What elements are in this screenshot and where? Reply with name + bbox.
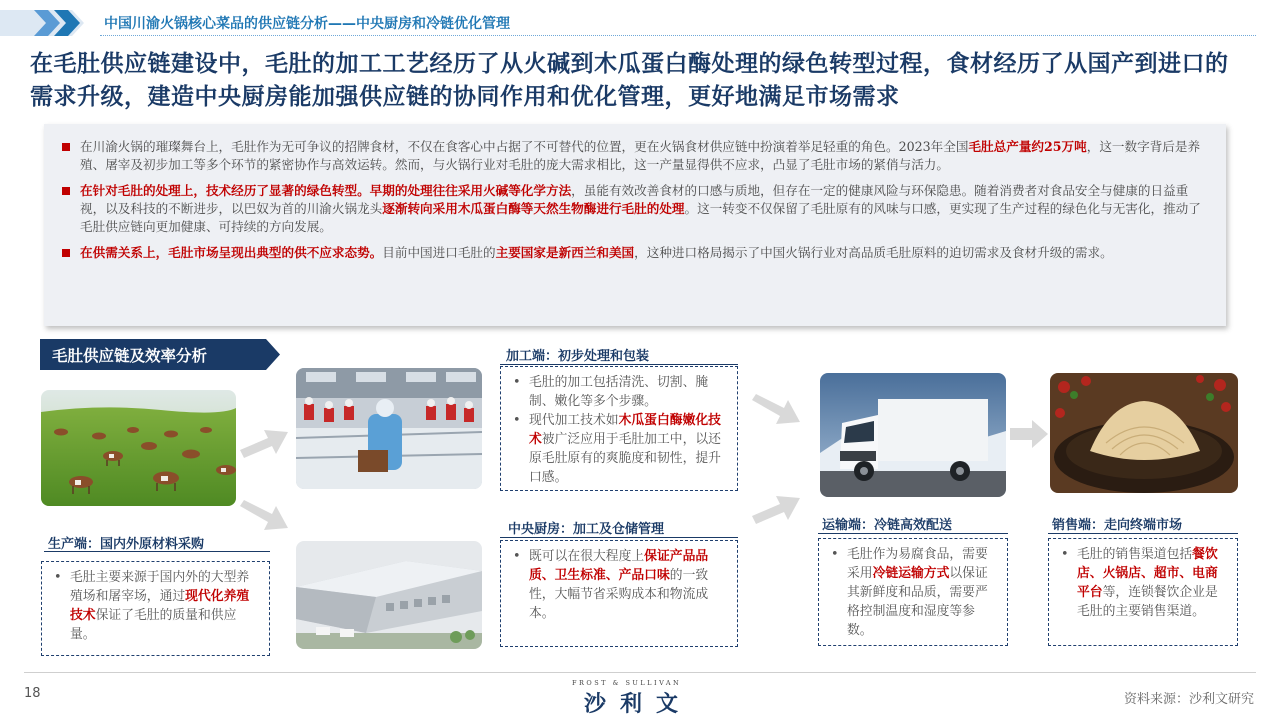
transport-stage-underline [818,533,1008,534]
central-kitchen-detail-box [500,540,738,647]
production-detail-item [52,568,261,644]
section-banner [40,339,280,370]
tripe-dish-photo [1050,373,1238,493]
processing-stage-label: 加工端：初步处理和包装 [506,349,650,364]
summary-paragraph-1 [62,138,1212,174]
central-kitchen-stage-underline [500,537,738,538]
flow-arrow-icon [1010,420,1048,448]
footer-divider [24,672,1256,673]
page-number: 18 [24,686,41,701]
p2-highlight-a: 在针对毛肚的处理上，技术经历了显著的绿色转型。早期的处理往往采用火碱等化学方法 [80,183,572,198]
central-highlight: 保证产品品质、卫生标准、产品口味 [529,549,709,583]
production-text-1: 毛肚主要来源于国内外的大型养殖场和屠宰场，通过 [70,570,250,604]
flow-arrow-icon [752,490,800,528]
central-kitchen-detail-item [511,547,729,623]
processing-text-c: 被广泛应用于毛肚加工中，以还原毛肚原有的爽脆度和韧性，提升口感。 [529,432,721,485]
processing-detail-item-1: • 毛肚的加工包括清洗、切割、腌制、嫩化等多个步骤。 [511,373,729,411]
bullet-icon [62,143,70,151]
central-kitchen-stage-label: 中央厨房：加工及仓储管理 [508,522,665,537]
summary-paragraph-3 [62,244,1212,262]
production-detail-box [41,561,270,656]
p3-text-b: 目前中国进口毛肚的 [382,245,496,260]
bullet-icon [62,187,70,195]
header-chevron-icon [0,10,100,36]
sales-detail-box [1048,538,1238,646]
section-title: 毛肚供应链及效率分析 [52,347,208,365]
logo-subtitle: FROST & SULLIVAN [572,679,682,687]
p3-text-d: ，这种进口格局揭示了中国火锅行业对高品质毛肚原料的迫切需求及食材升级的需求。 [634,245,1113,260]
summary-paragraph-2 [62,182,1212,236]
central-text-3: 的一致性，大幅节省采购成本和物流成本。 [529,568,709,621]
transport-text-3: 以保证其新鲜度和品质，需要严格控制温度和湿度等参数。 [847,566,988,638]
production-highlight: 现代化养殖技术 [70,589,250,623]
sales-text-1: 毛肚的销售渠道包括 [1077,547,1193,562]
sales-highlight: 餐饮店、火锅店、超市、电商平台 [1077,547,1218,600]
company-logo: 沙利文 [584,692,693,717]
flow-arrow-icon [240,498,288,536]
production-text-3: 保证了毛肚的质量和供应量。 [70,608,237,642]
transport-stage-label: 运输端：冷链高效配送 [822,518,953,533]
summary-panel [44,124,1226,326]
p1-highlight: 毛肚总产量约25万吨 [968,139,1087,154]
transport-text-1: 毛肚作为易腐食品，需要采用 [847,547,988,581]
production-stage-label: 生产端：国内外原材料采购 [48,537,205,552]
processing-detail-box [500,366,738,491]
cold-chain-truck-photo [820,373,1006,497]
header-title: 中国川渝火锅核心菜品的供应链分析——中央厨房和冷链优化管理 [104,16,510,32]
p1-text-a: 在川渝火锅的璀璨舞台上，毛肚作为无可争议的招牌食材，不仅在食客心中占据了不可替代的位置，更在火锅食材供应链中扮演着举足轻重的角色。2023年全国 [80,139,969,154]
processing-workshop-photo [296,368,482,489]
p2-text-b: ，虽能有效改善食材的口感与质地，但存在一定的健康风险与环保隐患。随着消费者对食品安全与健康的日益重视，以及科技的不断进步，以巴奴为首的川渝火锅龙头 [80,183,1189,216]
transport-detail-item [829,545,999,640]
sales-stage-label: 销售端：走向终端市场 [1052,518,1183,533]
p3-highlight-a: 在供需关系上，毛肚市场呈现出典型的供不应求态势。 [80,245,383,260]
p2-highlight-c: 逐渐转向采用木瓜蛋白酶等天然生物酶进行毛肚的处理 [382,201,685,216]
bullet-icon [62,249,70,257]
source-note: 资料来源：沙利文研究 [1123,692,1254,707]
transport-detail-box [818,538,1008,646]
p2-text-d: 。这一转变不仅保留了毛肚原有的风味与口感，更实现了生产过程的绿色化与无害化，推动了毛肚供应链向更加健康、可持续的方向发展。 [80,201,1201,234]
header-divider [100,35,1256,36]
sales-text-3: 等，连锁餐饮企业是毛肚的主要销售渠道。 [1077,585,1218,619]
flow-arrow-icon [752,392,800,430]
p3-highlight-c: 主要国家是新西兰和美国 [495,245,635,260]
processing-stage-underline [500,364,738,365]
sales-detail-item [1059,545,1229,621]
production-stage-underline [44,551,270,552]
transport-highlight: 冷链运输方式 [872,566,950,581]
processing-detail-item-2 [511,411,729,487]
central-kitchen-photo [296,541,482,649]
sales-stage-underline [1048,533,1238,534]
pasture-cattle-photo [41,390,236,506]
p1-text-c: ，这一数字背后是养殖、屠宰及初步加工等多个环节的紧密协作与高效运转。然而，与火锅行业对毛肚的庞大需求相比，这一产量显得供不应求，凸显了毛肚市场的紧俏与活力。 [80,139,1201,172]
processing-text-a: 现代加工技术如 [529,413,619,428]
flow-arrow-icon [240,424,288,462]
processing-highlight: 木瓜蛋白酶嫩化技术 [529,413,721,447]
page-headline: 在毛肚供应链建设中，毛肚的加工工艺经历了从火碱到木瓜蛋白酶处理的绿色转型过程，食材经历了从国产到进口的需求升级，建造中央厨房能加强供应链的协同作用和优化管理，更好地满足市场需求 [30,51,1229,110]
central-text-1: 既可以在很大程度上 [529,549,645,564]
